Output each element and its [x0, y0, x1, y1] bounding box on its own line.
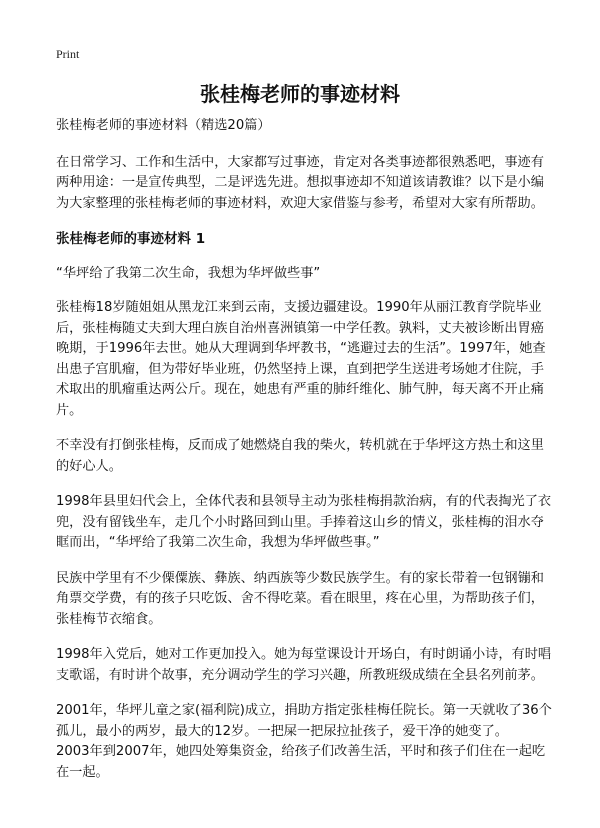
body-paragraph: 1998年入党后，她对工作更加投入。她为每堂课设计开场白，有时朗诵小诗，有时唱支歌谣，有时讲个故事，充分调动学生的学习兴趣，所教班级成绩在全县名列前茅。: [56, 647, 552, 683]
body-paragraph: 民族中学里有不少傈僳族、彝族、纳西族等少数民族学生。有的家长带着一包钢镚和角票交学费，有的孩子只吃饭、舍不得吃菜。看在眼里，疼在心里，为帮助孩子们，张桂梅节衣缩食。: [56, 570, 544, 627]
document-title: 张桂梅老师的事迹材料: [200, 82, 400, 106]
intro-paragraph: 在日常学习、工作和生活中，大家都写过事迹，肯定对各类事迹都很熟悉吧，事迹有两种用途：一是宣传典型，二是评选先进。想拟事迹却不知道该请教谁？以下是小编为大家整理的张桂梅老师的事迹材料，欢迎大家借鉴与参考，希望对大家有所帮助。: [56, 154, 544, 211]
body-paragraph: 张桂梅18岁随姐姐从黑龙江来到云南，支援边疆建设。1990年从丽江教育学院毕业后，张桂梅随丈夫到大理白族自治州喜洲镇第一中学任教。孰料，丈夫被诊断出胃癌晚期，于1996年去世。她从大理调到华坪教书，“逃避过去的生活”。1997年，她查出患子宫肌瘤，但为带好毕业班，仍然坚持上课，直到把学生送进考场她才住院，手术取出的肌瘤重达两公斤。现在，她患有严重的肺纤维化、肺气肿，每天离不开止痛片。: [56, 300, 546, 418]
body-paragraph: 2001年，华坪儿童之家(福利院)成立，捐助方指定张桂梅任院长。第一天就收了36个孤儿，最小的两岁，最大的12岁。一把屎一把尿拉扯孩子，爱干净的她变了。: [56, 703, 552, 739]
body-paragraph: 1998年县里妇代会上，全体代表和县领导主动为张桂梅捐款治病，有的代表掏光了衣兜，没有留钱坐车，走几个小时路回到山里。手捧着这山乡的情义，张桂梅的泪水夺眶而出，“华坪给了我第二次生命，我想为华坪做些事。”: [56, 494, 552, 550]
body-paragraph: 2003年到2007年，她四处筹集资金，给孩子们改善生活，平时和孩子们住在一起吃在一起。: [56, 744, 546, 780]
document-subtitle: 张桂梅老师的事迹材料（精选20篇）: [56, 118, 271, 133]
body-paragraph: 不幸没有打倒张桂梅，反而成了她燃烧自我的柴火，转机就在于华坪这方热土和这里的好心人。: [56, 438, 544, 474]
section-heading: 张桂梅老师的事迹材料 1: [56, 231, 206, 247]
quote-line: “华坪给了我第二次生命，我想为华坪做些事”: [56, 265, 321, 281]
print-link[interactable]: Print: [56, 47, 80, 61]
document-body: [56, 116, 556, 783]
